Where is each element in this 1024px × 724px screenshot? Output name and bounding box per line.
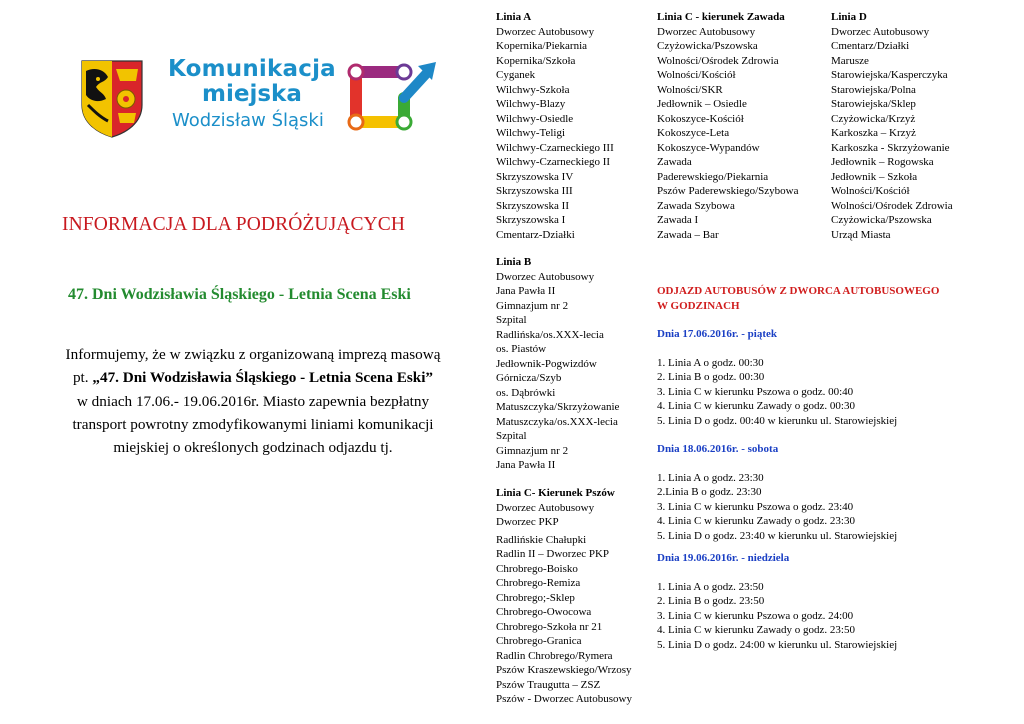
list-item: Cmentarz-Działki (496, 228, 575, 241)
list-item: Jedłownik – Szkoła (831, 170, 918, 183)
day-1-items (657, 356, 939, 429)
linia-d-title: Linia D (831, 11, 867, 23)
event-subtitle: 47. Dni Wodzisławia Śląskiego - Letnia Scena Eski (68, 286, 411, 303)
list-item: 3. Linia C w kierunku Pszowa o godz. 24:00 (657, 609, 854, 622)
list-item: Wolności/Kościół (831, 185, 910, 197)
list-item: Dworzec PKP (496, 516, 559, 528)
schedule-title-line-1: ODJAZD AUTOBUSÓW Z DWORCA AUTOBUSOWEGO (657, 285, 940, 297)
main-title: INFORMACJA DLA PODRÓŻUJĄCYCH (62, 214, 406, 235)
list-item: Matuszczyka/os.XXX-lecia (496, 415, 618, 428)
list-item: Matuszczyka/Skrzyżowanie (496, 401, 620, 413)
info-line-3: w dniach 17.06.- 19.06.2016r. Miasto zapewnia bezpłatny (76, 392, 430, 410)
list-item: Wolności/SKR (657, 83, 723, 96)
list-item: 3. Linia C w kierunku Pszowa o godz. 00:40 (657, 385, 854, 398)
list-item: Radlin II – Dworzec PKP (496, 548, 610, 560)
list-item: Wolności/Ośrodek Zdrowia (831, 199, 953, 212)
list-item: Radlin Chrobrego/Rymera (496, 649, 613, 662)
info-line-4: transport powrotny zmodyfikowanymi liniami komunikacji (72, 415, 434, 433)
list-item: Gimnazjum nr 2 (496, 299, 569, 312)
linia-a-column (496, 10, 614, 242)
list-item: Karkoszka - Skrzyżowanie (831, 141, 950, 154)
list-item: 2.Linia B o godz. 23:30 (657, 486, 762, 498)
list-item: 1. Linia A o godz. 23:50 (657, 580, 764, 593)
linia-a-stops (496, 25, 614, 243)
list-item: Starowiejska/Kasperczyka (831, 69, 948, 81)
list-item: Skrzyszowska II (496, 199, 570, 212)
list-item: Zawada Szybowa (657, 199, 735, 212)
linia-c-zawada-title: Linia C - kierunek Zawada (657, 11, 785, 23)
list-item: Radlińska/os.XXX-lecia (496, 328, 604, 341)
list-item: 4. Linia C w kierunku Zawady o godz. 23:50 (657, 624, 855, 636)
linia-c-pszow-stops-a (496, 501, 632, 530)
list-item: Pszów - Dworzec Autobusowy (496, 693, 632, 705)
list-item: Chrobrego-Boisko (496, 562, 578, 575)
schedule-section (657, 284, 939, 652)
logo-line-3: Wodzisław Śląski (172, 110, 324, 131)
list-item: 2. Linia B o godz. 23:50 (657, 595, 765, 607)
list-item: Wilchwy-Blazy (496, 98, 566, 110)
list-item: Starowiejska/Polna (831, 83, 916, 96)
list-item: Cmentarz/Działki (831, 40, 910, 52)
list-item: Dworzec Autobusowy (831, 25, 930, 38)
linia-c-zawada-column (657, 10, 798, 242)
list-item: Wilchwy-Teligi (496, 127, 566, 139)
list-item: Kokoszyce-Wypandów (657, 141, 760, 154)
info-line-1: Informujemy, że w związku z organizowaną imprezą masową (65, 346, 441, 363)
list-item: Chrobrego-Granica (496, 635, 582, 647)
coat-of-arms-icon (80, 59, 144, 139)
list-item: Chrobrego-Remiza (496, 577, 581, 589)
list-item: Radlińskie Chałupki (496, 533, 587, 546)
list-item: Skrzyszowska I (496, 214, 566, 226)
day-1-label: Dnia 17.06.2016r. - piątek (657, 328, 777, 340)
linia-b-stops (496, 270, 619, 473)
linia-b-column (496, 255, 619, 473)
list-item: Skrzyszowska III (496, 185, 573, 197)
list-item: Kokoszyce-Leta (657, 127, 730, 139)
list-item: os. Dąbrówki (496, 386, 556, 399)
list-item: Wolności/Ośrodek Zdrowia (657, 54, 779, 67)
list-item: Starowiejska/Sklep (831, 98, 916, 110)
list-item: Jana Pawła II (496, 285, 556, 297)
linia-d-column (831, 10, 953, 242)
linia-d-stops (831, 25, 953, 243)
list-item: Szpital (496, 430, 527, 442)
list-item: Jedłownik-Pogwizdów (496, 357, 597, 370)
list-item: Skrzyszowska IV (496, 170, 574, 183)
info-event-name: „47. Dni Wodzisławia Śląskiego - Letnia Scena Eski” (92, 369, 434, 387)
day-2-items (657, 471, 939, 544)
list-item: Marusze (831, 54, 869, 67)
list-item: Paderewskiego/Piekarnia (657, 170, 769, 183)
list-item: Jana Pawła II (496, 459, 556, 471)
route-logo-icon (342, 58, 440, 138)
day-2-label: Dnia 18.06.2016r. - sobota (657, 443, 779, 455)
list-item: Dworzec Autobusowy (657, 25, 756, 38)
logo-line-2: miejska (202, 81, 302, 107)
day-3-label: Dnia 19.06.2016r. - niedziela (657, 552, 790, 564)
list-item: Chrobrego-Owocowa (496, 606, 592, 618)
linia-a-title: Linia A (496, 11, 532, 23)
info-line-5: miejskiej o określonych godzinach odjazdu tj. (113, 439, 393, 457)
list-item: Dworzec Autobusowy (496, 501, 595, 514)
list-item: Wolności/Kościół (657, 69, 736, 81)
list-item: Czyżowicka/Pszowska (657, 40, 758, 52)
list-item: Chrobrego;-Sklep (496, 591, 575, 604)
list-item: Wilchwy-Czarneckiego III (496, 141, 614, 154)
list-item: 4. Linia C w kierunku Zawady o godz. 23:30 (657, 515, 855, 527)
list-item: 5. Linia D o godz. 24:00 w kierunku ul. Starowiejskiej (657, 638, 898, 651)
list-item: Wilchwy-Osiedle (496, 112, 574, 125)
list-item: 2. Linia B o godz. 00:30 (657, 371, 765, 383)
list-item: Zawada (657, 156, 692, 168)
list-item: Wilchwy-Czarneckiego II (496, 156, 611, 168)
linia-c-pszow-stops-b (496, 533, 632, 707)
day-3-items (657, 580, 939, 653)
list-item: Zawada I (657, 214, 699, 226)
list-item: Cyganek (496, 69, 536, 81)
list-item: Chrobrego-Szkoła nr 21 (496, 620, 603, 633)
list-item: Górnicza/Szyb (496, 372, 562, 384)
list-item: Kopernika/Piekarnia (496, 40, 588, 52)
list-item: 1. Linia A o godz. 00:30 (657, 356, 764, 369)
logo-line-1: Komunikacja (168, 56, 336, 82)
list-item: 4. Linia C w kierunku Zawady o godz. 00:30 (657, 400, 855, 412)
info-line-2-prefix: pt. (72, 369, 93, 387)
list-item: Czyżowicka/Krzyż (831, 112, 916, 125)
list-item: Szpital (496, 314, 527, 326)
list-item: Gimnazjum nr 2 (496, 444, 569, 457)
list-item: Zawada – Bar (657, 228, 719, 241)
list-item: os. Piastów (496, 343, 547, 355)
linia-b-title: Linia B (496, 256, 532, 268)
list-item: Jedłownik – Osiedle (657, 98, 747, 110)
list-item: Kopernika/Szkoła (496, 54, 576, 67)
info-line-2 (58, 366, 448, 389)
list-item: Wilchwy-Szkoła (496, 83, 570, 96)
list-item: Pszów Kraszewskiego/Wrzosy (496, 664, 632, 676)
list-item: Czyżowicka/Pszowska (831, 214, 932, 226)
list-item: Jedłownik – Rogowska (831, 156, 934, 168)
schedule-title-line-2: W GODZINACH (657, 299, 740, 312)
list-item: Dworzec Autobusowy (496, 25, 595, 38)
list-item: Kokoszyce-Kościół (657, 112, 744, 125)
list-item: Pszów Paderewskiego/Szybowa (657, 185, 799, 197)
info-paragraph (58, 343, 448, 459)
list-item: 3. Linia C w kierunku Pszowa o godz. 23:40 (657, 500, 854, 513)
list-item: Urząd Miasta (831, 228, 891, 241)
list-item: 1. Linia A o godz. 23:30 (657, 471, 764, 484)
list-item: Pszów Traugutta – ZSZ (496, 678, 601, 691)
list-item: Karkoszka – Krzyż (831, 127, 916, 139)
logo-text (168, 58, 336, 130)
linia-c-zawada-stops (657, 25, 798, 243)
list-item: 5. Linia D o godz. 00:40 w kierunku ul. Starowiejskiej (657, 414, 898, 427)
linia-c-pszow-column (496, 486, 632, 707)
list-item: Dworzec Autobusowy (496, 270, 595, 283)
list-item: 5. Linia D o godz. 23:40 w kierunku ul. Starowiejskiej (657, 529, 898, 542)
linia-c-pszow-title: Linia C- Kierunek Pszów (496, 487, 615, 499)
